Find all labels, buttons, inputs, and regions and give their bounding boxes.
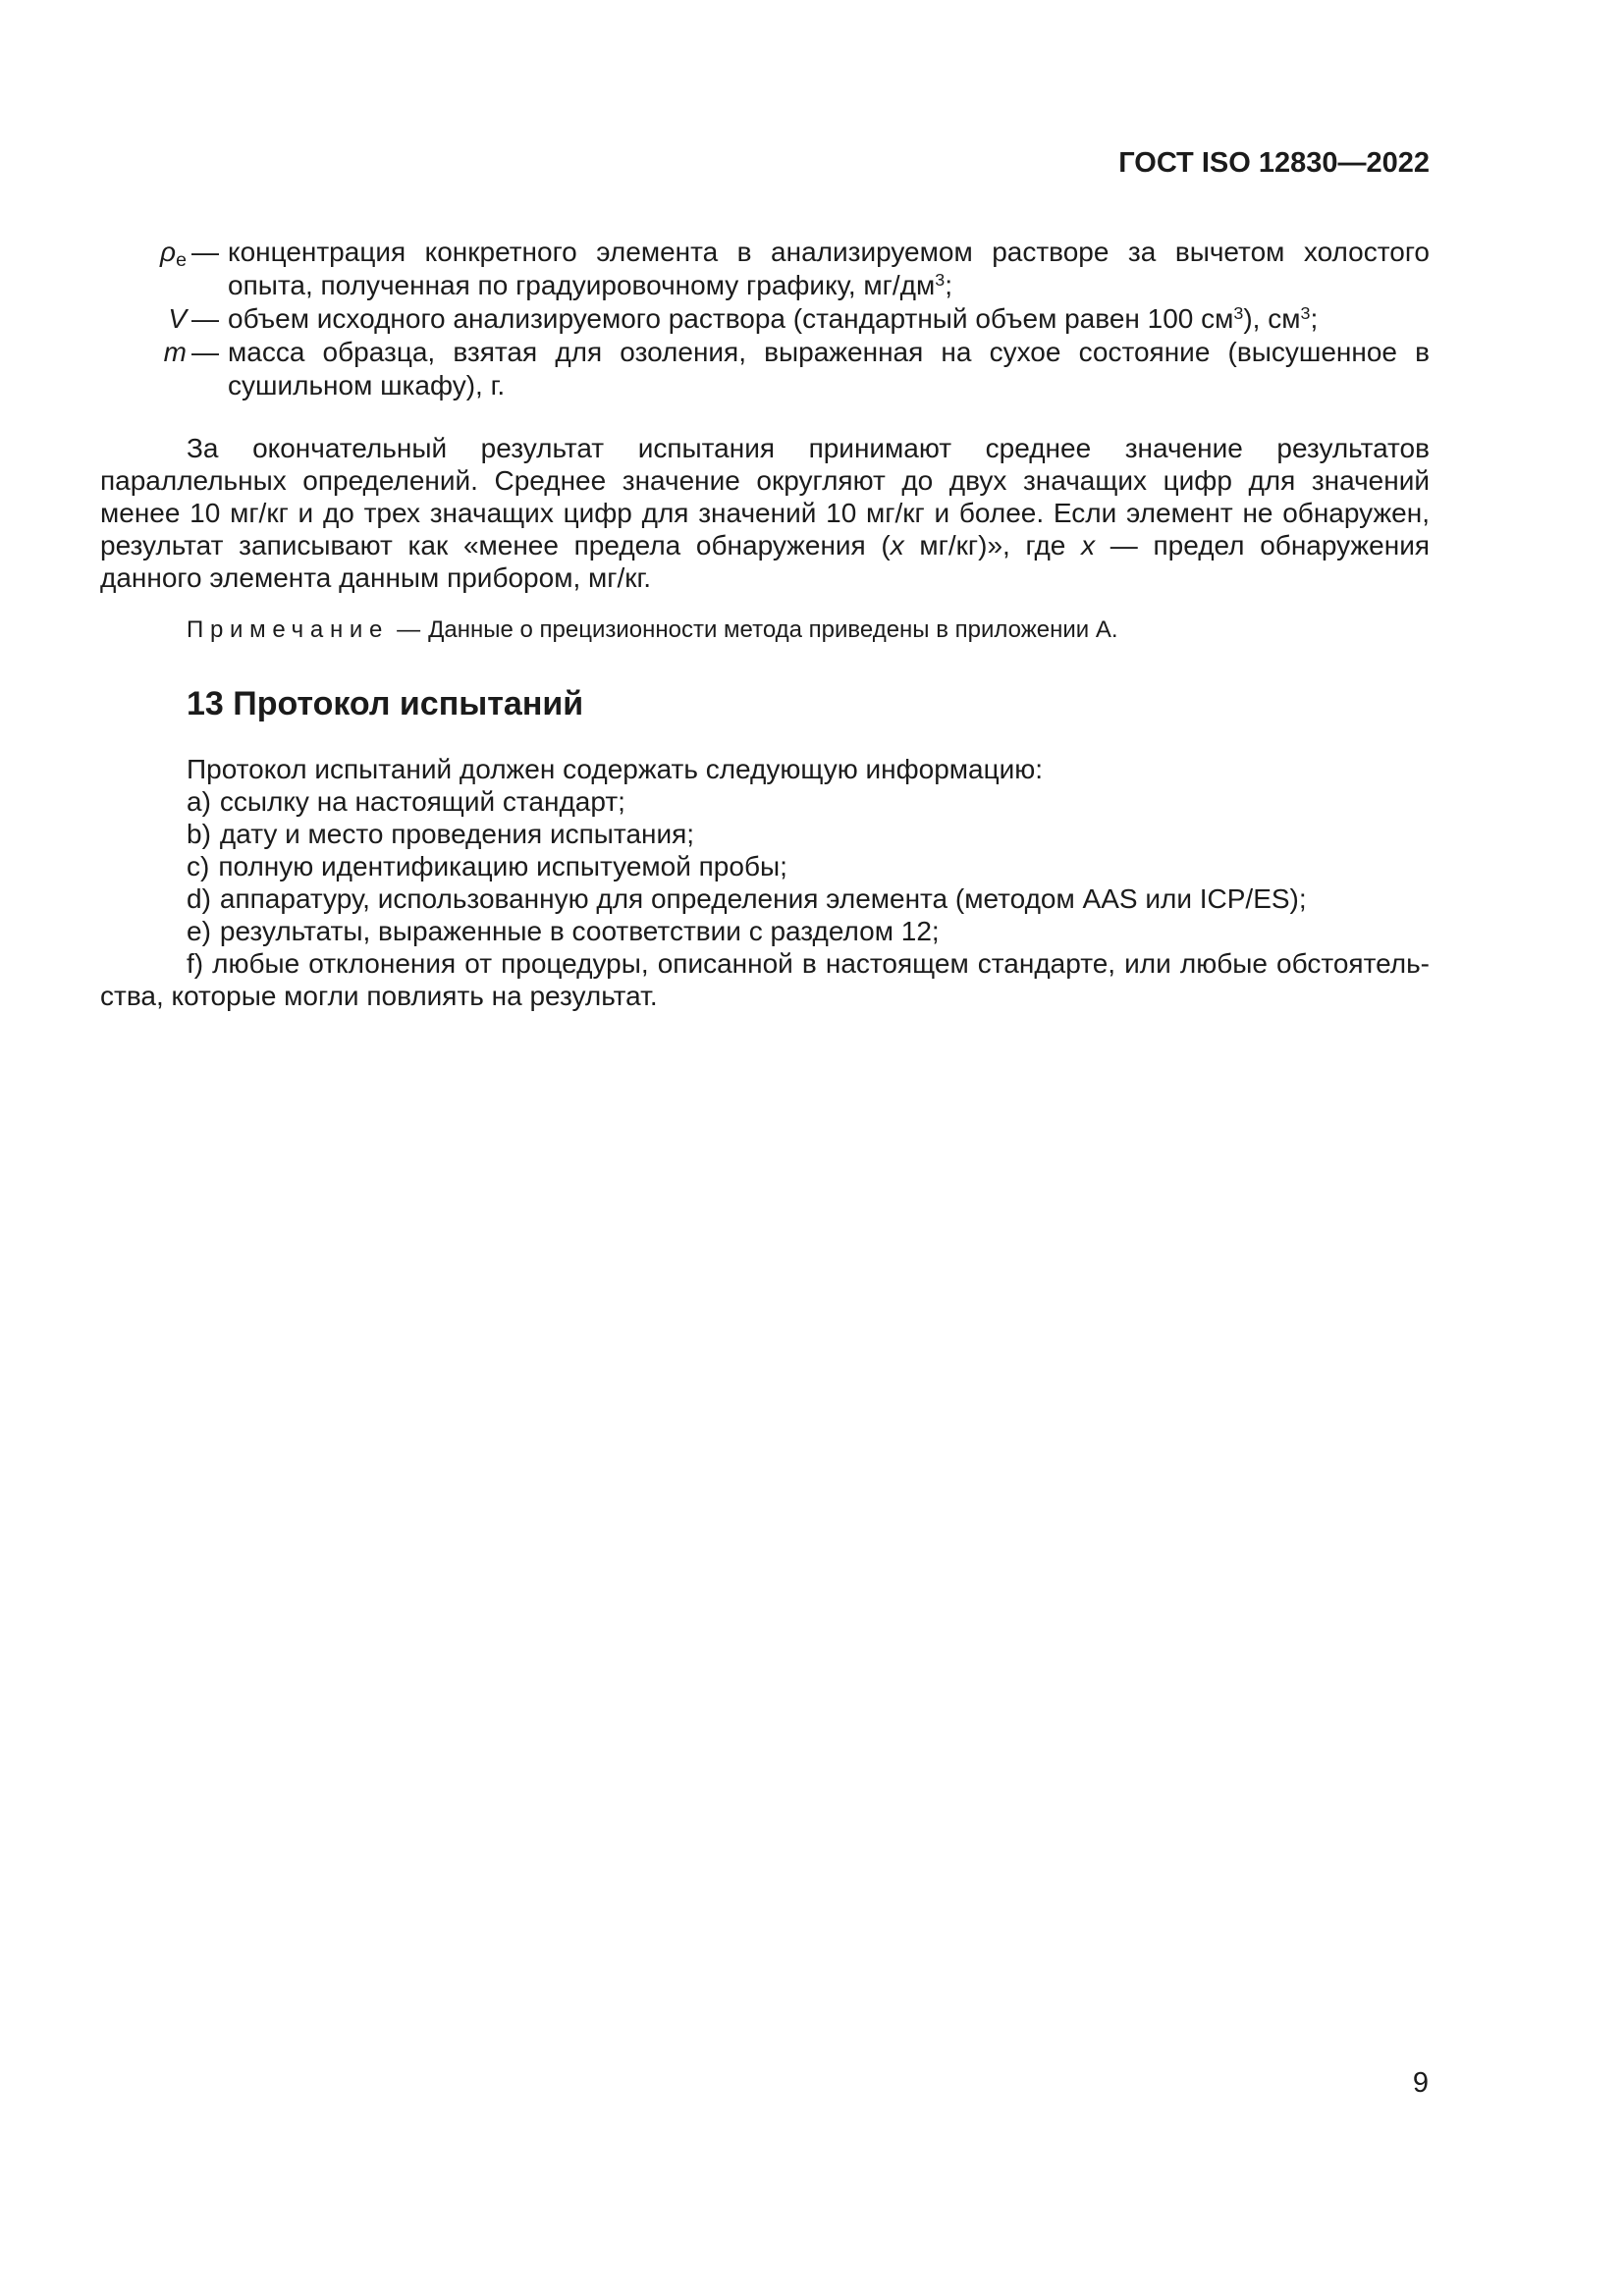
protocol-item-letter: b) — [187, 819, 211, 849]
symbol-definition-list — [100, 236, 1430, 402]
protocol-item-letter: a) — [187, 786, 211, 817]
note-line — [100, 615, 1430, 645]
symbol-base: V — [168, 303, 187, 334]
symbol-definition-row — [100, 336, 1430, 402]
protocol-item-letter: d) — [187, 883, 211, 914]
definition-dash: — — [191, 237, 219, 267]
page-number: 9 — [1412, 2067, 1429, 2099]
document-header-title: ГОСТ ISO 12830—2022 — [1118, 147, 1430, 179]
note-text: Данные о прецизионности метода приведены в приложении А. — [428, 616, 1118, 643]
protocol-item-letter: f) — [187, 948, 204, 979]
symbol-definition-row — [100, 236, 1430, 302]
symbol-subscript: е — [176, 248, 187, 271]
protocol-intro: Протокол испытаний должен содержать следующую информацию: — [187, 754, 1044, 784]
symbol-base: m — [163, 337, 187, 367]
protocol-item-text: результаты, выраженные в соответствии с разделом 12; — [219, 916, 940, 946]
protocol-item — [100, 947, 1430, 1012]
protocol-item — [100, 785, 1430, 818]
symbol-description: объем исходного анализируемого раствора (стандартный объем равен 100 $см^3$), $см^3$; — [228, 302, 1319, 334]
result-paragraph: За окончательный результат испытания принимают среднее значение результатов параллельных определений. Среднее значение округляют до двух значащих цифр для значений менее 10 мг/кг и до трех значащих цифр для значений 10 мг/кг и более. Если элемент не обнаружен, результат записывают как «менее предела обнаружения (x мг/кг)», где x — предел обнаружения данного элемента данным прибором, мг/кг. — [100, 433, 1430, 593]
note-dash: — — [397, 616, 421, 643]
protocol-item — [100, 850, 1430, 882]
protocol-item — [100, 882, 1430, 915]
protocol-item-text: полную идентификацию испытуемой пробы; — [218, 851, 787, 881]
protocol-item-text: любые отклонения от процедуры, описанной в настоящем стандарте, или любые обстоятельства, которые могли повлиять на результат. — [100, 948, 1430, 1011]
definition-dash: — — [191, 337, 219, 367]
symbol-description: масса образца, взятая для озоления, выраженная на сухое состояние (высушенное в сушильном шкафу), г. — [228, 337, 1430, 400]
protocol-item — [100, 915, 1430, 947]
protocol-item-letter: c) — [187, 851, 210, 881]
protocol-item-text: ссылку на настоящий стандарт; — [219, 786, 625, 817]
section-heading: 13 Протокол испытаний — [187, 685, 584, 722]
protocol-item-text: дату и место проведения испытания; — [219, 819, 695, 849]
protocol-item — [100, 818, 1430, 850]
symbol-term — [100, 236, 187, 302]
symbol-description: концентрация конкретного элемента в анализируемом растворе за вычетом холостого опыта, полученная по градуировочному графику, $мг/дм^3$; — [228, 237, 1430, 300]
definition-dash: — — [191, 303, 219, 334]
page-content — [100, 236, 1430, 1012]
symbol-term — [100, 336, 187, 402]
protocol-item-list — [100, 785, 1430, 1012]
symbol-definition-row — [100, 302, 1430, 336]
symbol-term — [100, 302, 187, 336]
protocol-item-letter: e) — [187, 916, 211, 946]
symbol-base: ρ — [160, 237, 177, 267]
protocol-item-text: аппаратуру, использованную для определения элемента (методом AAS или ICP/ES); — [219, 883, 1307, 914]
note-label: Примечание — [187, 616, 390, 643]
